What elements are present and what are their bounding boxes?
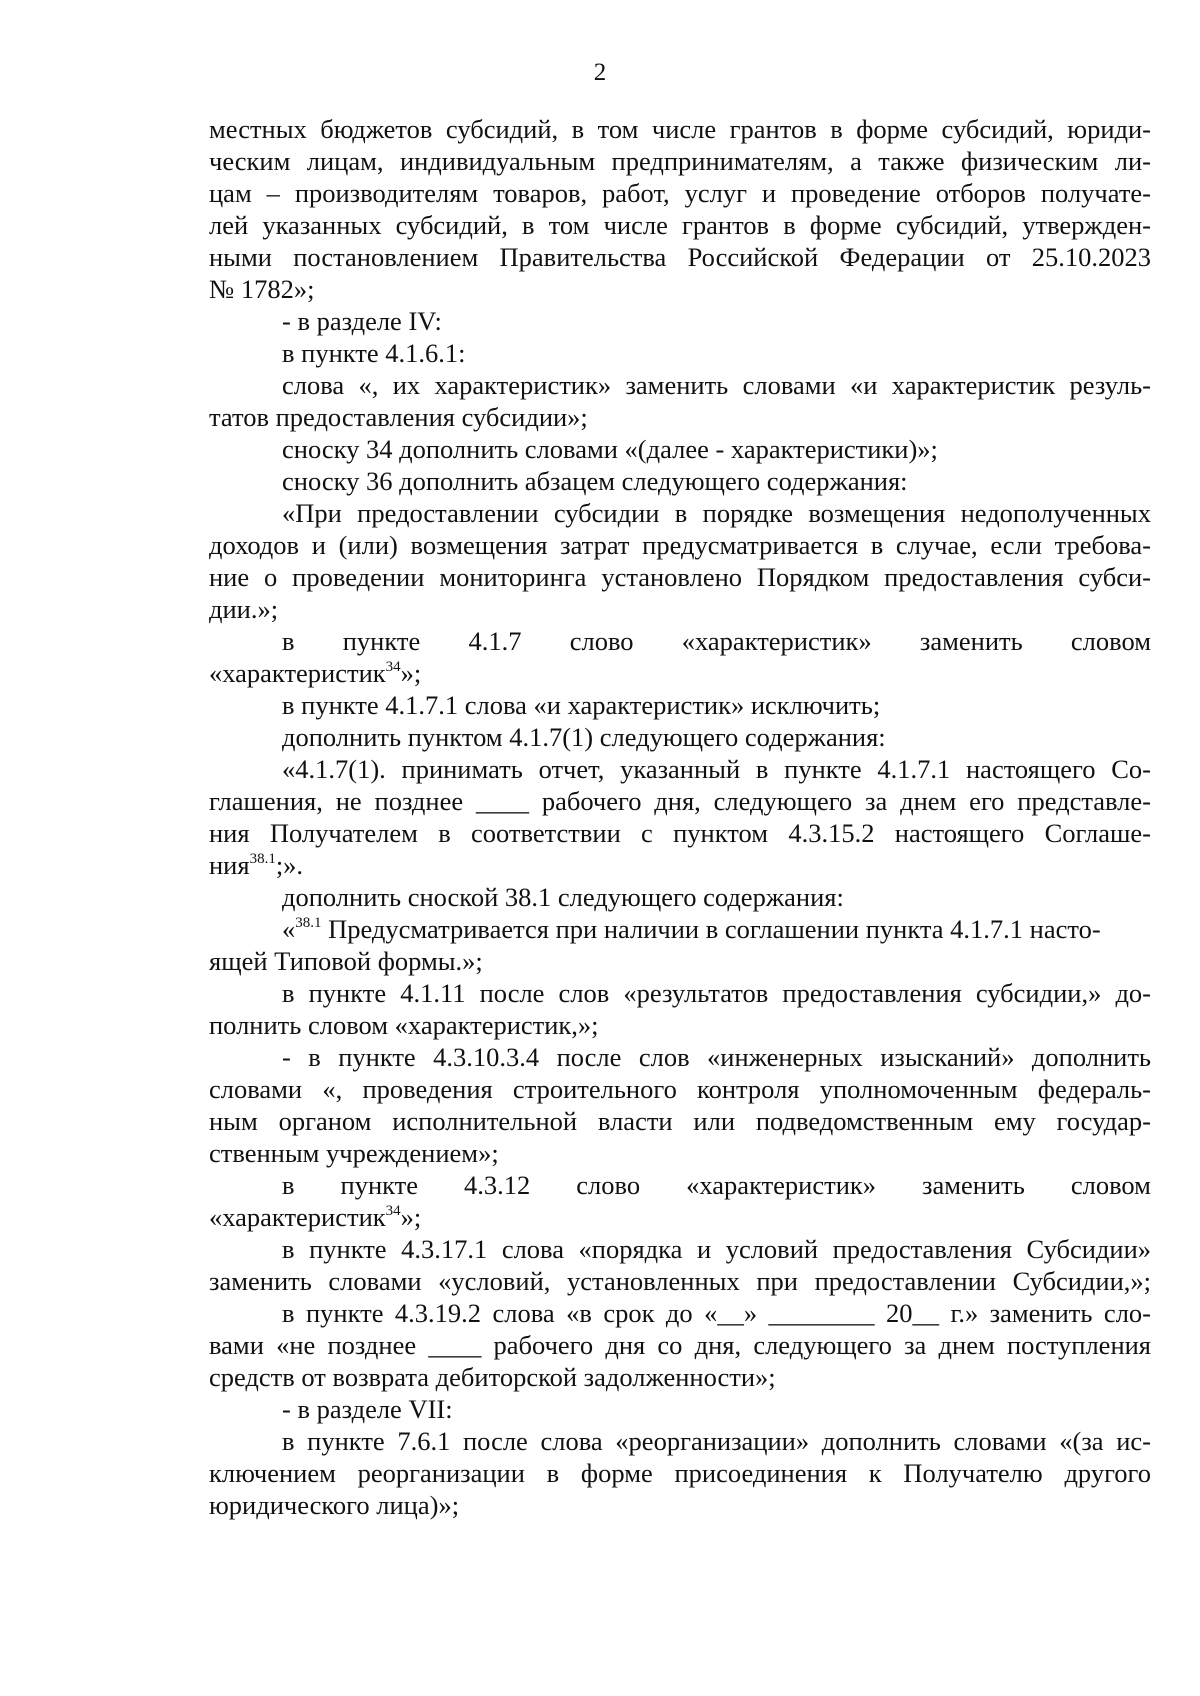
- text-line: словами «, проведения строительного контроля уполномоченным федераль-: [209, 1074, 1151, 1104]
- page-number: 2: [593, 59, 607, 86]
- text-line: цам – производителям товаров, работ, услуг и проведение отборов получате-: [209, 178, 1151, 208]
- text-line: юридического лица)»;: [209, 1490, 460, 1520]
- text-line: [209, 1201, 1151, 1233]
- text-line: сноску 36 дополнить абзацем следующего содержания:: [282, 466, 908, 496]
- word: в: [282, 626, 295, 656]
- text-fragment: «характеристик: [209, 658, 386, 688]
- text-line: ственным учреждением»;: [209, 1138, 499, 1168]
- word: 4.3.12: [464, 1170, 531, 1200]
- word: 4.1.7: [468, 626, 522, 656]
- text-line: дополнить пунктом 4.1.7(1) следующего содержания:: [282, 722, 886, 752]
- text-line: татов предоставления субсидии»;: [209, 402, 588, 432]
- text-line: [209, 913, 1151, 945]
- text-fragment: Предусматривается при наличии в соглашении пункта 4.1.7.1 насто-: [321, 914, 1101, 944]
- text-line: в пункте 4.1.11 после слов «результатов предоставления субсидии,» до-: [282, 978, 1151, 1008]
- word: в: [282, 1170, 295, 1200]
- text-line: ными постановлением Правительства Российской Федерации от 25.10.2023: [209, 242, 1151, 272]
- text-line: № 1782»;: [209, 274, 315, 304]
- text-line: вами «не позднее ____ рабочего дня со дня, следующего за днем поступления: [209, 1330, 1151, 1360]
- text-line: местных бюджетов субсидий, в том числе грантов в форме субсидий, юриди-: [209, 114, 1151, 144]
- text-line: лей указанных субсидий, в том числе грантов в форме субсидий, утвержден-: [209, 210, 1151, 240]
- text-line: слова «, их характеристик» заменить словами «и характеристик резуль-: [282, 370, 1151, 400]
- text-fragment: »;: [400, 1202, 422, 1232]
- text-line: дополнить сноской 38.1 следующего содержания:: [282, 882, 844, 912]
- word: словом: [1070, 1170, 1151, 1200]
- word: пункте: [342, 626, 421, 656]
- text-line: заменить словами «условий, установленных при предоставлении Субсидии,»;: [209, 1266, 1151, 1296]
- text-line: доходов и (или) возмещения затрат предусматривается в случае, если требова-: [209, 530, 1151, 560]
- text-line: «При предоставлении субсидии в порядке возмещения недополученных: [282, 498, 1151, 528]
- document-body: [209, 113, 1151, 1521]
- text-line: ческим лицам, индивидуальным предпринимателям, а также физическим ли-: [209, 146, 1151, 176]
- word: слово: [576, 1170, 641, 1200]
- text-line: - в разделе VII:: [282, 1394, 453, 1424]
- text-line: - в разделе IV:: [282, 306, 442, 336]
- text-line: ключением реорганизации в форме присоединения к Получателю другого: [209, 1458, 1151, 1488]
- text-line: в пункте 4.1.7.1 слова «и характеристик» исключить;: [282, 690, 881, 720]
- text-line: сноску 34 дополнить словами «(далее - характеристики)»;: [282, 434, 938, 464]
- text-line-spread: [209, 1169, 1151, 1201]
- text-line-spread: [209, 625, 1151, 657]
- text-line: в пункте 7.6.1 после слова «реорганизации» дополнить словами «(за ис-: [282, 1426, 1151, 1456]
- text-line: - в пункте 4.3.10.3.4 после слов «инженерных изысканий» дополнить: [282, 1042, 1151, 1072]
- footnote-ref: 38.1: [295, 915, 322, 931]
- footnote-ref: 38.1: [249, 851, 276, 867]
- word: словом: [1070, 626, 1151, 656]
- text-line: в пункте 4.1.6.1:: [282, 338, 466, 368]
- word: пункте: [340, 1170, 419, 1200]
- text-line: средств от возврата дебиторской задолженности»;: [209, 1362, 776, 1392]
- text-line: дии.»;: [209, 594, 279, 624]
- text-line: в пункте 4.3.17.1 слова «порядка и условий предоставления Субсидии»: [282, 1234, 1151, 1264]
- word: «характеристик»: [681, 626, 872, 656]
- footnote-ref: 34: [385, 1203, 401, 1219]
- text-line: [209, 849, 1151, 881]
- text-fragment: «: [282, 914, 296, 944]
- word: слово: [569, 626, 634, 656]
- text-fragment: «характеристик: [209, 1202, 386, 1232]
- text-line: полнить словом «характеристик,»;: [209, 1010, 599, 1040]
- text-line: глашения, не позднее ____ рабочего дня, следующего за днем его представле-: [209, 786, 1151, 816]
- text-fragment: ;».: [275, 850, 304, 880]
- text-line: [209, 657, 1151, 689]
- footnote-ref: 34: [385, 659, 401, 675]
- text-line: в пункте 4.3.19.2 слова «в срок до «__» ________ 20__ г.» заменить сло-: [282, 1298, 1151, 1328]
- text-fragment: »;: [400, 658, 422, 688]
- word: «характеристик»: [686, 1170, 877, 1200]
- text-fragment: ния: [209, 850, 250, 880]
- text-line: ния Получателем в соответствии с пунктом 4.3.15.2 настоящего Соглаше-: [209, 818, 1151, 848]
- word: заменить: [922, 1170, 1025, 1200]
- text-line: «4.1.7(1). принимать отчет, указанный в пункте 4.1.7.1 настоящего Со-: [282, 754, 1151, 784]
- text-line: ящей Типовой формы.»;: [209, 946, 483, 976]
- text-line: ние о проведении мониторинга установлено Порядком предоставления субси-: [209, 562, 1151, 592]
- text-line: ным органом исполнительной власти или подведомственным ему государ-: [209, 1106, 1151, 1136]
- word: заменить: [919, 626, 1023, 656]
